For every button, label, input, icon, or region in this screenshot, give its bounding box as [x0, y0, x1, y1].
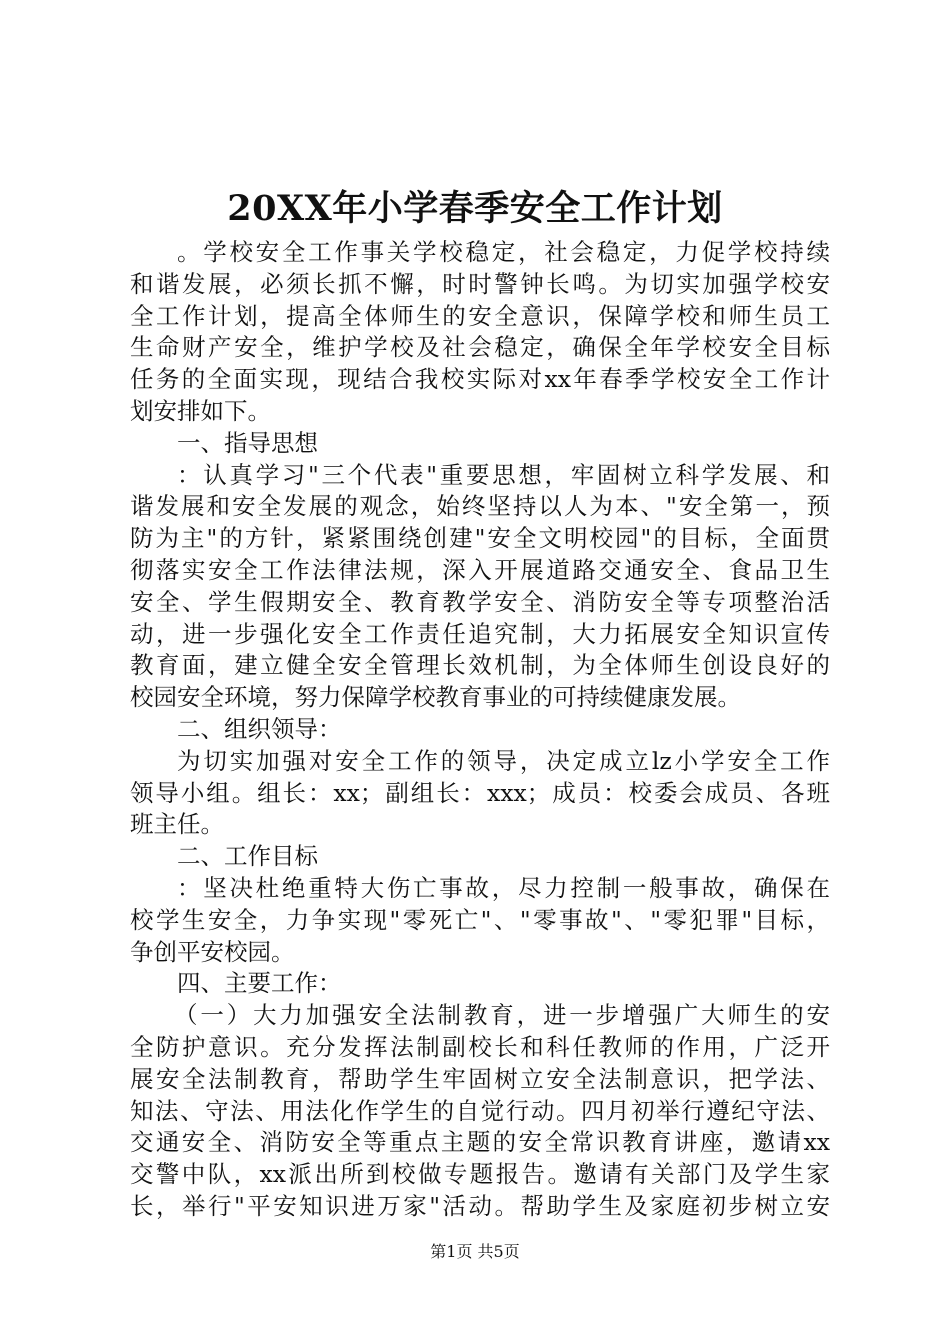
text-line: 校园安全环境，努力保障学校教育事业的可持续健康发展。 — [130, 683, 741, 712]
text-line: 班主任。 — [130, 810, 224, 839]
text-line: 。学校安全工作事关学校稳定，社会稳定，力促学校持续 — [177, 238, 830, 266]
text-line: 校学生安全，力争实现"零死亡"、"零事故"、"零犯罪"目标， — [130, 905, 830, 934]
text-line: 谐发展和安全发展的观念，始终坚持以人为本、"安全第一，预 — [130, 492, 830, 521]
text-line: ：认真学习"三个代表"重要思想，牢固树立科学发展、和 — [177, 460, 830, 489]
text-line: 和谐发展，必须长抓不懈，时时警钟长鸣。为切实加强学校安 — [130, 269, 830, 298]
text-line: 为切实加强对安全工作的领导，决定成立lz小学安全工作 — [177, 746, 830, 775]
text-line: 安全、学生假期安全、教育教学安全、消防安全等专项整治活 — [130, 587, 830, 616]
text-line: 知法、守法、用法化作学生的自觉行动。四月初举行遵纪守法、 — [130, 1096, 830, 1125]
text-line: 争创平安校园。 — [130, 937, 295, 966]
text-line: 展安全法制教育，帮助学生牢固树立安全法制意识，把学法、 — [130, 1064, 830, 1093]
text-line: 全防护意识。充分发挥法制副校长和科任教师的作用，广泛开 — [130, 1032, 830, 1061]
text-line: ：坚决杜绝重特大伤亡事故，尽力控制一般事故，确保在 — [177, 873, 830, 902]
document-body — [130, 237, 830, 1223]
text-line: 划安排如下。 — [130, 396, 271, 425]
page-footer: 第1页 共5页 — [430, 1242, 520, 1261]
text-line: 领导小组。组长：xx；副组长：xxx；成员：校委会成员、各班 — [130, 778, 830, 807]
text-line: 彻落实安全工作法律法规，深入开展道路交通安全、食品卫生 — [130, 555, 830, 584]
text-line: 交警中队，xx派出所到校做专题报告。邀请有关部门及学生家 — [130, 1160, 830, 1189]
text-line: （一）大力加强安全法制教育，进一步增强广大师生的安 — [174, 1001, 830, 1030]
section-heading: 一、指导思想 — [177, 428, 318, 457]
section-heading: 四、主要工作： — [177, 969, 342, 998]
text-line: 动，进一步强化安全工作责任追究制，大力拓展安全知识宣传 — [130, 619, 830, 648]
text-line: 防为主"的方针，紧紧围绕创建"安全文明校园"的目标，全面贯 — [130, 524, 830, 553]
text-line: 长，举行"平安知识进万家"活动。帮助学生及家庭初步树立安 — [130, 1191, 830, 1220]
text-line: 任务的全面实现，现结合我校实际对xx年春季学校安全工作计 — [130, 365, 830, 394]
text-line: 生命财产安全，维护学校及社会稳定，确保全年学校安全目标 — [130, 333, 830, 362]
text-line: 全工作计划，提高全体师生的安全意识，保障学校和师生员工 — [130, 301, 830, 330]
text-line: 交通安全、消防安全等重点主题的安全常识教育讲座，邀请xx — [130, 1128, 830, 1157]
text-line: 教育面，建立健全安全管理长效机制，为全体师生创设良好的 — [130, 651, 830, 680]
document-title: 20XX年小学春季安全工作计划 — [227, 188, 723, 229]
section-heading: 二、组织领导： — [177, 714, 342, 743]
section-heading: 二、工作目标 — [177, 842, 318, 871]
